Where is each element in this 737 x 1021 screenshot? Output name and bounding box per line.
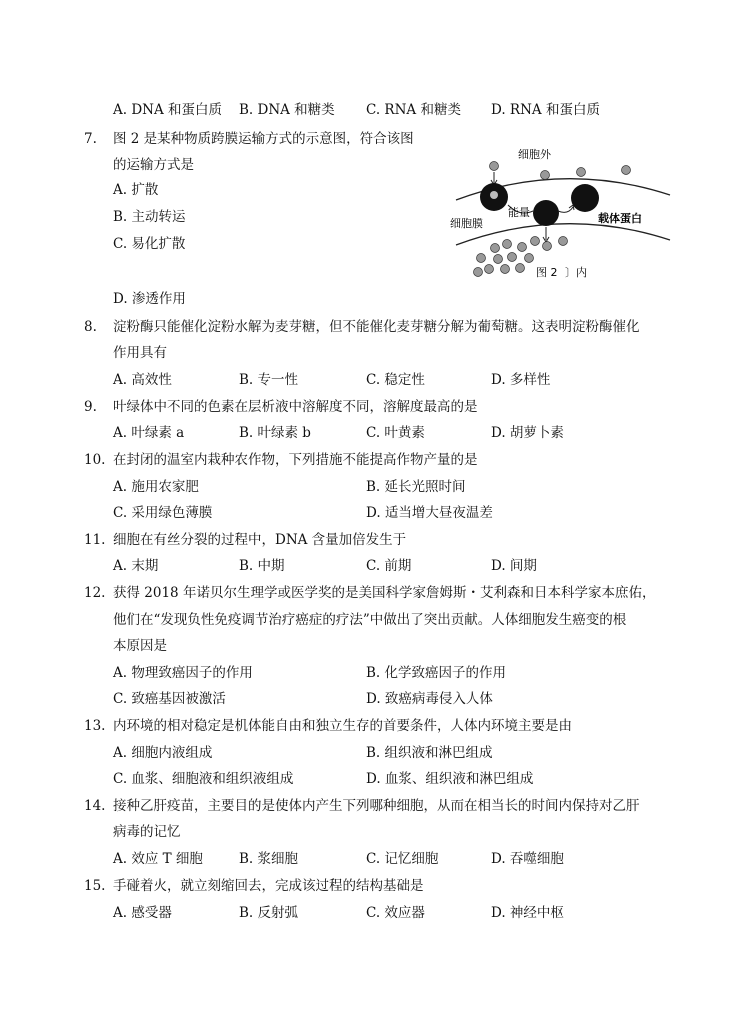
q7-option-b: B. 主动转运 (113, 209, 186, 225)
question-text: 接种乙肝疫苗，主要目的是使体内产生下列哪种细胞，从而在相当长的时间内保持对乙肝 (113, 798, 640, 814)
molecule (474, 268, 483, 277)
q9-option-d: D. 胡萝卜素 (491, 425, 564, 441)
molecule (541, 171, 550, 180)
q13-option-c: C. 血浆、细胞液和组织液组成 (113, 771, 294, 787)
q10-option-c: C. 采用绿色薄膜 (113, 505, 213, 521)
outside-label: 细胞外 (518, 148, 551, 161)
question-text: 细胞在有丝分裂的过程中，DNA 含量加倍发生于 (113, 532, 407, 548)
q15-option-d: D. 神经中枢 (491, 905, 564, 921)
molecule (518, 243, 527, 252)
q10-option-b: B. 延长光照时间 (366, 479, 466, 495)
arrow (558, 207, 573, 212)
q6-option-c: C. RNA 和糖类 (366, 102, 461, 118)
molecule (503, 240, 512, 249)
q8-option-d: D. 多样性 (491, 372, 551, 388)
question-text-cont: 的运输方式是 (113, 157, 194, 173)
molecule (559, 237, 568, 246)
question-number: 14. (84, 798, 106, 814)
q13-option-d: D. 血浆、组织液和淋巴组成 (366, 771, 534, 787)
q13-option-b: B. 组织液和淋巴组成 (366, 745, 493, 761)
question-text: 叶绿体中不同的色素在层析液中溶解度不同，溶解度最高的是 (113, 399, 478, 415)
question-number: 12. (84, 585, 106, 601)
q9-option-c: C. 叶黄素 (366, 425, 425, 441)
q14-option-a: A. 效应 T 细胞 (113, 851, 203, 867)
molecule (485, 265, 494, 274)
question-number: 13. (84, 718, 106, 734)
molecule (516, 264, 525, 273)
question-text-cont: 本原因是 (113, 638, 167, 654)
question-text-cont: 作用具有 (113, 345, 167, 361)
membrane-label: 细胞膜 (450, 217, 483, 230)
q6-option-d: D. RNA 和蛋白质 (491, 102, 600, 118)
q7-option-d: D. 渗透作用 (113, 291, 186, 307)
question-number: 8. (84, 319, 97, 335)
q8-option-a: A. 高效性 (113, 372, 172, 388)
q10-option-a: A. 施用农家肥 (113, 479, 199, 495)
q14-option-c: C. 记忆细胞 (366, 851, 439, 867)
molecule (525, 254, 534, 263)
q7-option-a: A. 扩散 (113, 182, 159, 198)
question-text: 淀粉酶只能催化淀粉水解为麦芽糖，但不能催化麦芽糖分解为葡萄糖。这表明淀粉酶催化 (113, 319, 640, 335)
q9-option-a: A. 叶绿素 a (113, 425, 185, 441)
molecule (531, 237, 540, 246)
figure-caption: 图 2 (536, 266, 558, 279)
q14-option-d: D. 吞噬细胞 (491, 851, 564, 867)
q13-option-a: A. 细胞内液组成 (113, 745, 213, 761)
molecule (501, 265, 510, 274)
q8-option-b: B. 专一性 (239, 372, 299, 388)
q11-option-d: D. 间期 (491, 558, 537, 574)
question-text: 手碰着火，就立刻缩回去，完成该过程的结构基础是 (113, 878, 424, 894)
molecule (490, 162, 499, 171)
q15-option-a: A. 感受器 (113, 905, 172, 921)
question-number: 9. (84, 399, 97, 415)
q12-option-d: D. 致癌病毒侵入人体 (366, 691, 493, 707)
question-number: 11. (84, 532, 106, 548)
q11-option-b: B. 中期 (239, 558, 285, 574)
molecule (477, 254, 486, 263)
question-text: 图 2 是某种物质跨膜运输方式的示意图，符合该图 (113, 131, 414, 147)
q12-option-a: A. 物理致癌因子的作用 (113, 665, 253, 681)
q8-option-c: C. 稳定性 (366, 372, 425, 388)
question-number: 10. (84, 452, 106, 468)
molecule (622, 166, 631, 175)
molecule (494, 255, 503, 264)
q10-option-d: D. 适当增大昼夜温差 (366, 505, 493, 521)
q11-option-a: A. 末期 (113, 558, 159, 574)
q12-option-c: C. 致癌基因被激活 (113, 691, 226, 707)
carrier-label: 载体蛋白 (598, 212, 642, 225)
membrane-transport-diagram (448, 145, 678, 285)
energy-label: 能量 (508, 206, 530, 219)
carrier-protein (533, 200, 559, 226)
molecule (508, 253, 517, 262)
molecule (490, 191, 498, 199)
carrier-protein (571, 184, 599, 212)
question-text-cont: 病毒的记忆 (113, 824, 181, 840)
molecule (577, 168, 586, 177)
question-text: 在封闭的温室内栽种农作物，下列措施不能提高作物产量的是 (113, 452, 478, 468)
molecule (491, 244, 500, 253)
question-number: 7. (84, 131, 97, 147)
q15-option-c: C. 效应器 (366, 905, 425, 921)
q14-option-b: B. 浆细胞 (239, 851, 299, 867)
inside-label-fragment: 〕内 (565, 266, 587, 279)
q7-option-c: C. 易化扩散 (113, 236, 186, 252)
question-text: 内环境的相对稳定是机体能自由和独立生存的首要条件，人体内环境主要是由 (113, 718, 572, 734)
q11-option-c: C. 前期 (366, 558, 412, 574)
question-number: 15. (84, 878, 106, 894)
question-text: 获得 2018 年诺贝尔生理学或医学奖的是美国科学家詹姆斯・艾利森和日本科学家本庶佑， (113, 585, 656, 601)
question-text-cont: 他们在“发现负性免疫调节治疗癌症的疗法”中做出了突出贡献。人体细胞发生癌变的根 (113, 612, 627, 628)
q9-option-b: B. 叶绿素 b (239, 425, 311, 441)
q6-option-a: A. DNA 和蛋白质 (113, 102, 223, 118)
q15-option-b: B. 反射弧 (239, 905, 299, 921)
q6-option-b: B. DNA 和糖类 (239, 102, 335, 118)
q12-option-b: B. 化学致癌因子的作用 (366, 665, 507, 681)
molecule (543, 242, 552, 251)
